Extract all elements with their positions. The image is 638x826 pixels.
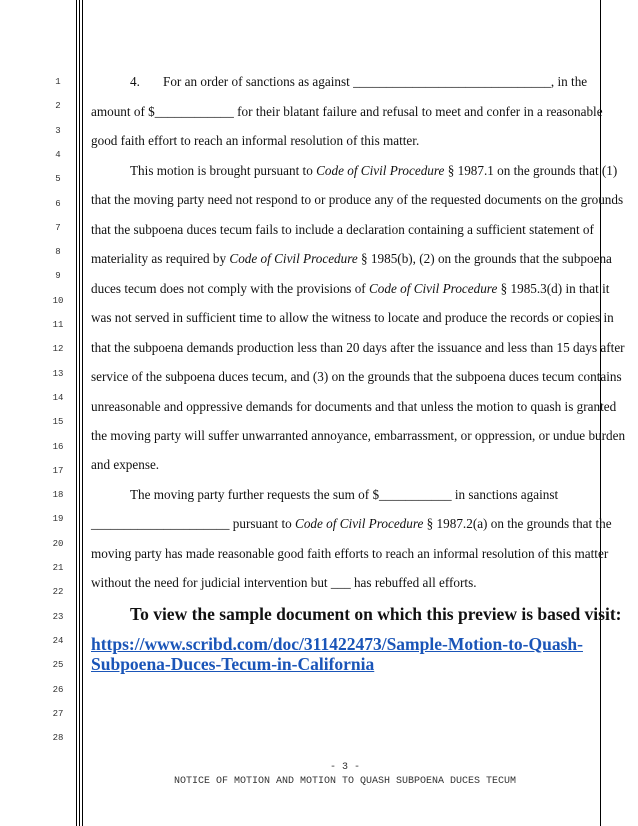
paragraph-4-line-2: amount of $____________ for their blatant failure and refusal to meet and confer in a reasonable <box>91 104 603 119</box>
line-number: 19 <box>52 514 64 524</box>
paragraph-4-line-1: For an order of sanctions as against ______________________________, in the <box>163 74 588 89</box>
motion-line-11: and expense. <box>91 457 160 472</box>
line-number: 27 <box>52 709 64 719</box>
sanctions-line-4: without the need for judicial intervention but ___ has rebuffed all efforts. <box>91 575 477 590</box>
paragraph-4-line-3: good faith effort to reach an informal resolution of this matter. <box>91 133 420 148</box>
line-number: 18 <box>52 490 64 500</box>
line-number: 14 <box>52 393 64 403</box>
line-number: 8 <box>55 247 61 257</box>
left-margin-rule-double <box>82 0 83 826</box>
motion-line-4: materiality as required by Code of Civil Procedure § 1985(b), (2) on the grounds that the subpoena <box>91 251 612 266</box>
motion-line-2: that the moving party need not respond to or produce any of the requested documents on the grounds <box>91 192 624 207</box>
line-number: 28 <box>52 733 64 743</box>
line-number: 1 <box>55 77 61 87</box>
line-number: 25 <box>52 660 64 670</box>
motion-line-1: This motion is brought pursuant to Code of Civil Procedure § 1987.1 on the grounds that (1) <box>130 163 618 178</box>
line-number: 16 <box>52 442 64 452</box>
page-number: - 3 - <box>329 762 360 773</box>
motion-line-8: service of the subpoena duces tecum, and (3) on the grounds that the subpoena duces tecum contains <box>91 369 622 384</box>
line-number: 23 <box>52 612 64 622</box>
motion-line-7: that the subpoena demands production less than 20 days after the issuance and less than 15 days after <box>91 340 625 355</box>
footer-title: NOTICE OF MOTION AND MOTION TO QUASH SUBPOENA DUCES TECUM <box>173 776 517 787</box>
line-number: 26 <box>52 685 64 695</box>
line-number: 11 <box>52 320 64 330</box>
motion-line-3: that the subpoena duces tecum fails to include a declaration containing a sufficient statement of <box>91 222 594 237</box>
preview-heading: To view the sample document on which this preview is based visit: <box>130 604 622 624</box>
line-number: 5 <box>55 174 61 184</box>
line-number: 9 <box>55 271 61 281</box>
line-number: 13 <box>52 369 64 379</box>
sanctions-line-2: _____________________ pursuant to Code of Civil Procedure § 1987.2(a) on the grounds that the <box>91 516 612 531</box>
sample-document-link-line-2[interactable]: Subpoena-Duces-Tecum-in-California <box>91 654 375 674</box>
line-number: 21 <box>52 563 64 573</box>
line-number: 2 <box>55 101 61 111</box>
line-number: 6 <box>55 199 61 209</box>
line-number: 12 <box>52 344 64 354</box>
line-number: 10 <box>52 296 64 306</box>
line-number: 3 <box>55 126 61 136</box>
line-number: 4 <box>55 150 61 160</box>
line-number: 22 <box>52 587 64 597</box>
line-number: 20 <box>52 539 64 549</box>
left-margin-rule-inner <box>79 0 80 826</box>
sanctions-line-1: The moving party further requests the sum of $___________ in sanctions against <box>130 487 559 502</box>
sample-document-link-line-1[interactable]: https://www.scribd.com/doc/311422473/Sample-Motion-to-Quash- <box>91 634 583 654</box>
paragraph-4-number: 4. <box>130 74 140 89</box>
line-number: 24 <box>52 636 64 646</box>
motion-line-6: was not served in sufficient time to allow the witness to locate and produce the records or copies in <box>91 310 614 325</box>
sanctions-line-3: moving party has made reasonable good faith efforts to reach an informal resolution of this matter <box>91 546 609 561</box>
line-number: 17 <box>52 466 64 476</box>
motion-line-10: the moving party will suffer unwarranted annoyance, embarrassment, or oppression, or undue burden <box>91 428 626 443</box>
left-margin-rule <box>76 0 77 826</box>
line-number: 15 <box>52 417 64 427</box>
line-number: 7 <box>55 223 61 233</box>
motion-line-5: duces tecum does not comply with the provisions of Code of Civil Procedure § 1985.3(d) in that it <box>91 281 610 296</box>
motion-line-9: unreasonable and oppressive demands for documents and that unless the motion to quash is granted <box>91 399 617 414</box>
